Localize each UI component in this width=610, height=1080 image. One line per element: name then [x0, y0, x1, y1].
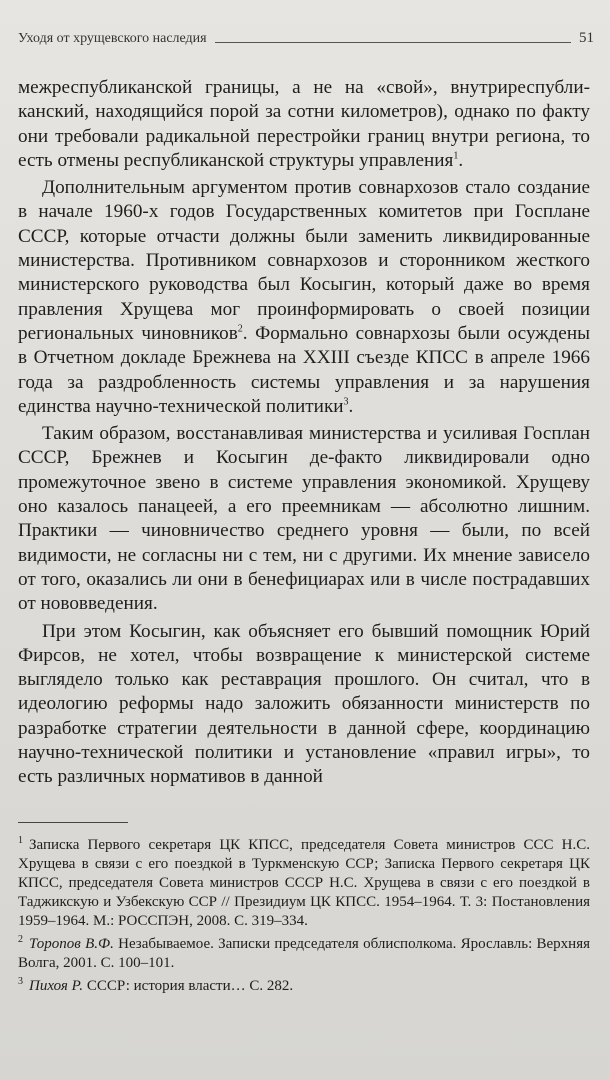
footnote-text: Записка Первого секретаря ЦК КПСС, председателя Совета министров ССС Н.С. Хрущева в связи с его поездкой в Туркменскую ССР; Записка Первого секретаря ЦК КПСС, председателя Совета министров СССР Н.С. Хрущева в связи с его поездкой в Таджикскую и Узбекскую ССР // Президиум ЦК КПСС. 1954–1964. Т. 3: Постановления 1959–1964. М.: РОССПЭН, 2008. С. 319–334.	[18, 837, 590, 929]
paragraph-4: При этом Косыгин, как объясняет его бывший помощник Юрий Фирсов, не хотел, чтобы возвращение к министерской системе выглядело только как реставрация прошлого. Он считал, что в идеологию реформы надо заложить обязанности министерств по разработке стратегии деятельности в данной сфере, координацию научно-технической политики и установление «правил игры», то есть различных нормативов в данной	[18, 620, 590, 788]
footnote-number: 3	[18, 976, 23, 987]
footnote-text: Незабываемое. Записки председателя облисполкома. Ярославль: Верхняя Волга, 2001. С. 100–101.	[18, 936, 591, 971]
paragraph-tail: . Формально совнархозы были осуждены в Отчетном докладе Брежнева на XXIII съезде КПСС в апреле 1966 года за раздробленность системы управления и за нарушения единства научно-технической политики	[18, 322, 590, 417]
paragraph-1	[18, 76, 590, 173]
paragraph-2	[18, 176, 590, 419]
paragraph-text: Дополнительным аргументом против совнархозов стало создание в начале 1960-х годов Государственных комитетов при Госплане СССР, которые отчасти должны были заменить ликвидированные министерства. Противником совнархозов и сторонником жесткого министерского руководства был Косыгин, который даже во время правления Хрущева мог проинформировать о своей позиции региональных чиновников	[18, 177, 590, 344]
footnote-separator	[18, 822, 128, 823]
header-rule	[215, 42, 571, 43]
footnote-ref-1: 1	[453, 150, 459, 162]
footnote-2	[18, 935, 590, 973]
footnote-text: СССР: история власти… С. 282.	[83, 978, 294, 994]
page-number: 51	[579, 30, 594, 46]
footnote-number: 2	[18, 934, 23, 945]
main-text	[18, 76, 590, 790]
paragraph-3: Таким образом, восстанавливая министерства и усиливая Госплан СССР, Брежнев и Косыгин де-факто ликвидировали одно промежуточное звено в системе управления экономикой. Хрущеву оно казалось панацеей, а его преемникам — абсолютно лишним. Практики — чиновничество среднего уровня — были, по всей видимости, не согласны ни с тем, ни с другими. Их мнение зависело от того, оказались ли они в бенефициарах или в числе пострадавших от нововведения.	[18, 423, 590, 615]
footnote-number: 1	[18, 835, 23, 846]
running-head	[18, 30, 594, 47]
footnote-3	[18, 977, 590, 996]
running-title: Уходя от хрущевского наследия	[18, 31, 207, 46]
footnote-1	[18, 836, 590, 931]
paragraph-tail: .	[458, 149, 464, 171]
paragraph-text: межреспубликанской границы, а не на «свой», внутриреспубликанский, находящийся порой за сотни километров), однако по факту они требовали радикальной перестройки границ внутри региона, то есть отмены республиканской структуры управления	[18, 77, 590, 171]
footnote-author: Торопов В.Ф.	[29, 936, 114, 952]
footnotes	[18, 836, 590, 1000]
footnote-ref-2: 2	[237, 323, 243, 335]
paragraph-tail: .	[348, 395, 354, 417]
footnote-author: Пихоя Р.	[29, 978, 84, 994]
footnote-ref-3: 3	[343, 396, 349, 408]
